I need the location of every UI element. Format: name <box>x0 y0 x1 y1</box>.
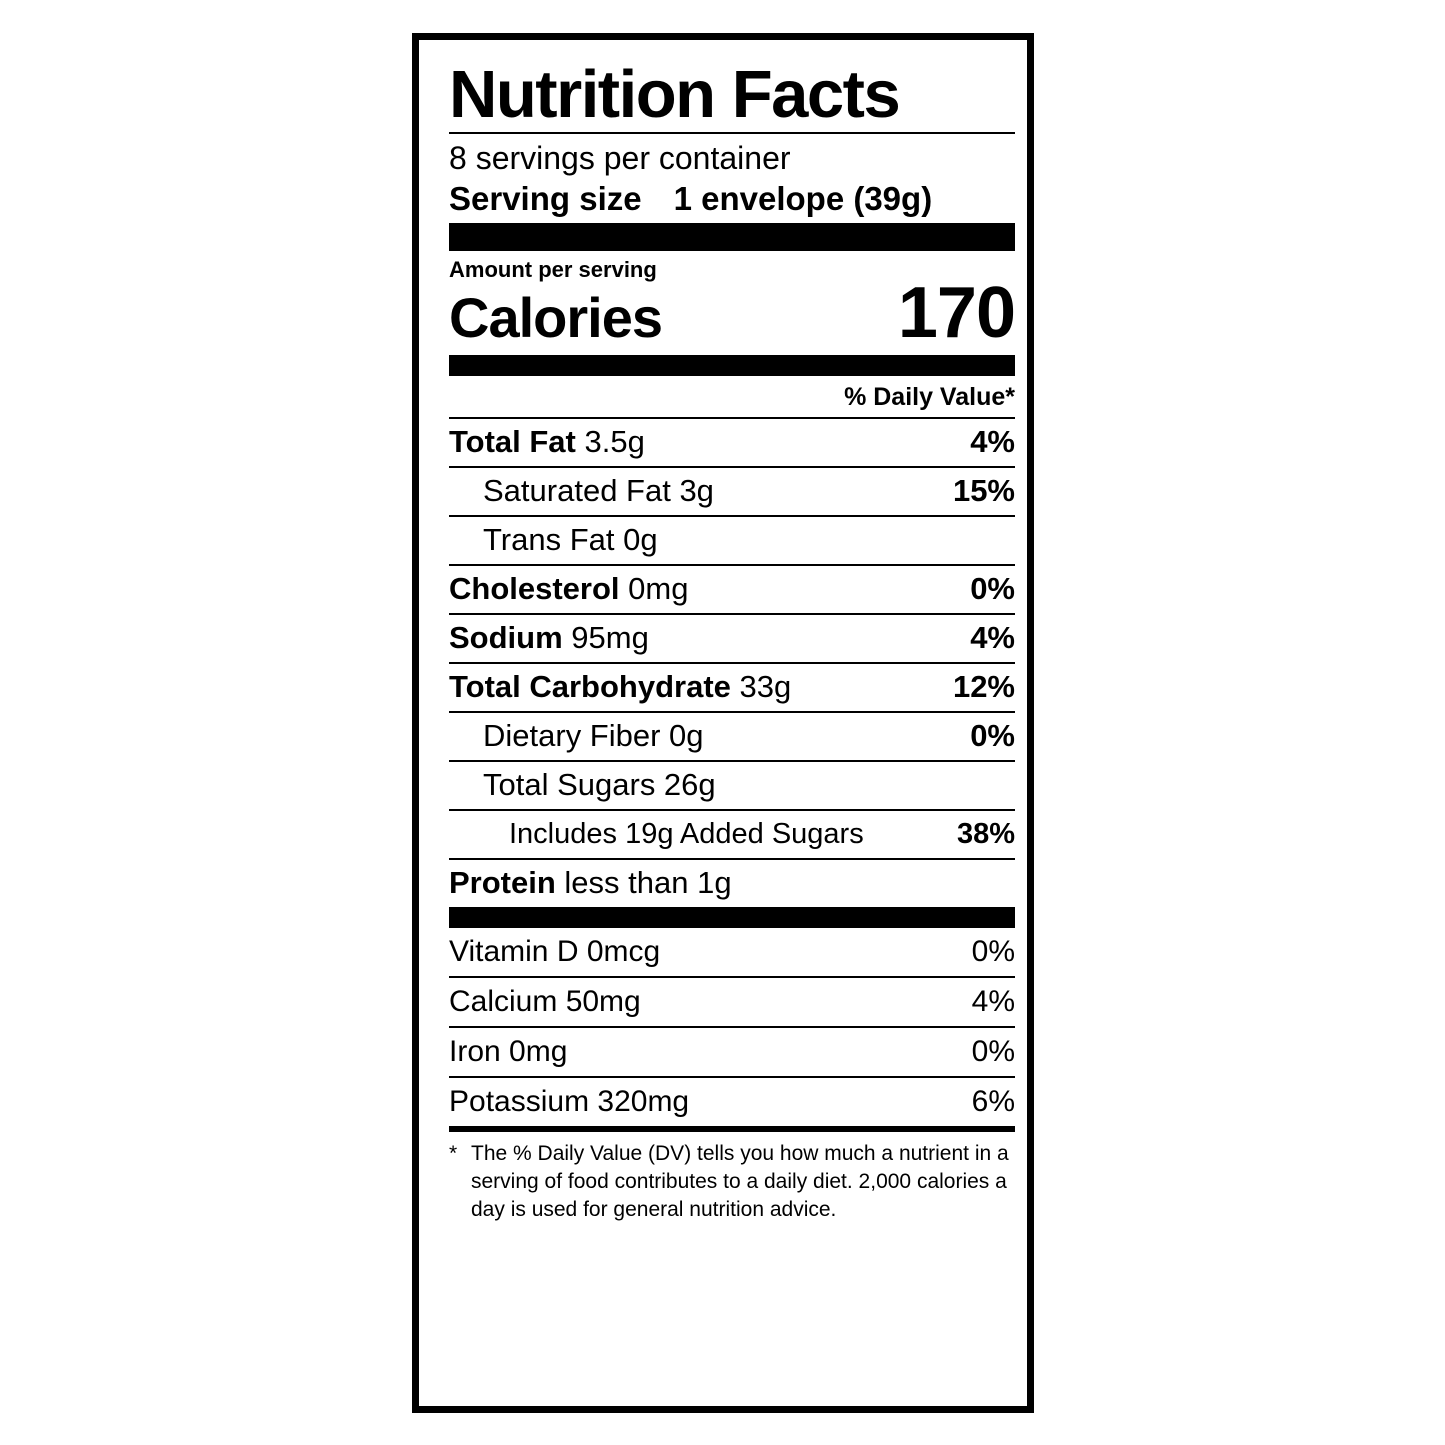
calories-row <box>449 273 1015 353</box>
nutrient-name: Total Carbohydrate 33g <box>449 669 792 704</box>
servings-per-container: 8 servings per container <box>449 140 791 176</box>
footnote <box>449 1132 1015 1224</box>
nutrient-name: Includes 19g Added Sugars <box>509 818 864 850</box>
vitamin-daily-value: 6% <box>971 1085 1015 1118</box>
vitamin-name: Vitamin D 0mcg <box>449 935 661 968</box>
nutrient-name: Dietary Fiber 0g <box>483 718 704 753</box>
nutrient-name: Trans Fat 0g <box>483 522 658 557</box>
nutrient-name: Cholesterol 0mg <box>449 571 689 606</box>
nutrient-row <box>449 762 1015 809</box>
nutrient-name: Sodium 95mg <box>449 620 649 655</box>
daily-value-header: % Daily Value* <box>844 383 1015 411</box>
vitamin-name: Calcium 50mg <box>449 985 641 1018</box>
vitamin-row <box>449 1078 1015 1126</box>
vitamin-daily-value: 0% <box>971 1035 1015 1068</box>
vitamin-row <box>449 928 1015 976</box>
nutrient-row <box>449 615 1015 662</box>
nutrient-daily-value: 0% <box>970 718 1015 753</box>
nutrient-row <box>449 713 1015 760</box>
nutrient-name: Protein less than 1g <box>449 865 732 900</box>
nutrient-row <box>449 811 1015 858</box>
vitamin-row <box>449 1028 1015 1076</box>
nutrient-row <box>449 860 1015 907</box>
nutrient-row <box>449 419 1015 466</box>
nutrient-daily-value: 12% <box>952 669 1015 704</box>
divider-under-calories <box>449 355 1015 376</box>
nutrition-facts-panel <box>412 33 1034 1413</box>
nutrient-row <box>449 468 1015 515</box>
serving-size-label: Serving size <box>449 180 642 217</box>
nutrition-facts-content <box>449 58 1015 1224</box>
vitamin-list <box>449 928 1015 1126</box>
nutrient-daily-value: 0% <box>970 571 1015 606</box>
calories-value: 170 <box>897 273 1015 353</box>
nutrient-daily-value: 15% <box>952 473 1015 508</box>
vitamin-name: Iron 0mg <box>449 1035 568 1068</box>
amount-per-serving-label: Amount per serving <box>449 257 657 282</box>
vitamin-daily-value: 0% <box>971 935 1015 968</box>
footnote-text: The % Daily Value (DV) tells you how much a nutrient in a serving of food contributes to a daily diet. 2,000 calories a day is used for general nutrition advice. <box>471 1142 1009 1221</box>
serving-size-row <box>449 178 1015 223</box>
calories-label: Calories <box>449 286 662 349</box>
vitamin-daily-value: 4% <box>971 985 1015 1018</box>
vitamin-row <box>449 978 1015 1026</box>
serving-size-value: 1 envelope (39g) <box>673 180 933 217</box>
nutrient-daily-value: 38% <box>956 818 1015 850</box>
nutrient-row <box>449 566 1015 613</box>
nutrient-list <box>449 417 1015 907</box>
nutrient-row <box>449 664 1015 711</box>
footnote-star: * <box>449 1142 458 1165</box>
nutrient-name: Total Sugars 26g <box>483 767 716 802</box>
nutrient-name: Saturated Fat 3g <box>483 473 714 508</box>
nutrient-daily-value: 4% <box>970 424 1015 459</box>
divider-above-vitamins <box>449 907 1015 928</box>
page-title: Nutrition Facts <box>449 57 900 132</box>
divider-thick-top <box>449 223 1015 251</box>
nutrient-row <box>449 517 1015 564</box>
nutrient-name: Total Fat 3.5g <box>449 424 645 459</box>
vitamin-name: Potassium 320mg <box>449 1085 690 1118</box>
nutrient-daily-value: 4% <box>970 620 1015 655</box>
